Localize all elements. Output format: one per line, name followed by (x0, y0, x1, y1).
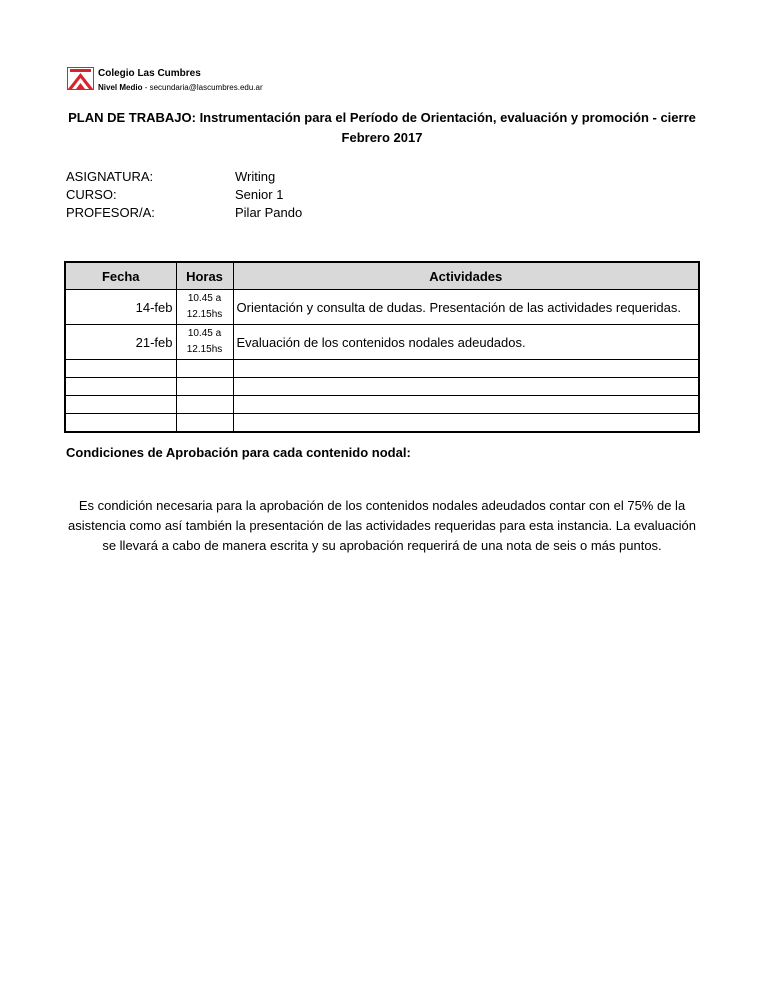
header-horas: Horas (176, 262, 233, 290)
empty-cell (176, 396, 233, 414)
empty-cell (65, 360, 176, 378)
subject-row (66, 168, 302, 186)
header-fecha: Fecha (65, 262, 176, 290)
course-label: CURSO: (66, 187, 117, 202)
title-line-1: PLAN DE TRABAJO: Instrumentación para el Período de Orientación, evaluación y promoción - cierre (68, 110, 696, 125)
empty-cell (233, 378, 699, 396)
course-value: Senior 1 (235, 187, 284, 202)
hours-end: 12.15hs (186, 309, 223, 320)
separator: - (144, 83, 148, 92)
empty-cell (65, 396, 176, 414)
page-title (66, 108, 698, 148)
row-date: 14-feb (65, 290, 176, 325)
row-activity: Orientación y consulta de dudas. Presentación de las actividades requeridas. (233, 290, 699, 325)
school-header (66, 66, 306, 94)
teacher-row (66, 204, 302, 222)
school-email: secundaria@lascumbres.edu.ar (149, 83, 263, 92)
header-actividades: Actividades (233, 262, 699, 290)
row-date: 21-feb (65, 325, 176, 360)
subject-label: ASIGNATURA: (66, 169, 154, 184)
schedule-table (64, 261, 700, 433)
school-name: Colegio Las Cumbres (98, 68, 201, 79)
conditions-title: Condiciones de Aprobación para cada contenido nodal: (66, 445, 411, 460)
subject-value: Writing (235, 169, 276, 184)
empty-cell (233, 360, 699, 378)
title-line-2: Febrero 2017 (341, 130, 423, 145)
empty-cell (65, 378, 176, 396)
empty-row (65, 378, 699, 396)
hours-end: 12.15hs (186, 344, 223, 355)
conditions-text: Es condición necesaria para la aprobación de los contenidos nodales adeudados contar con el 75% de la asistencia como así también la presentación de las actividades requeridas para esta instancia. La evaluación se llevará a cabo de manera escrita y su aprobación requerirá de una nota de seis o más puntos. (68, 498, 696, 553)
empty-cell (176, 360, 233, 378)
row-activity: Evaluación de los contenidos nodales adeudados. (233, 325, 699, 360)
empty-cell (233, 396, 699, 414)
teacher-value: Pilar Pando (235, 205, 303, 220)
empty-row (65, 414, 699, 433)
school-contact (98, 83, 263, 92)
course-row (66, 186, 302, 204)
school-logo-icon (67, 67, 94, 90)
empty-cell (233, 414, 699, 433)
table-row (65, 325, 699, 360)
empty-row (65, 396, 699, 414)
empty-cell (176, 414, 233, 433)
row-hours (176, 325, 233, 360)
course-info (66, 168, 302, 222)
school-level: Nivel Medio (98, 83, 143, 92)
row-hours (176, 290, 233, 325)
empty-row (65, 360, 699, 378)
hours-start: 10.45 a (187, 293, 222, 304)
table-header-row (65, 262, 699, 290)
teacher-label: PROFESOR/A: (66, 205, 155, 220)
hours-start: 10.45 a (187, 328, 222, 339)
empty-cell (65, 414, 176, 433)
table-row (65, 290, 699, 325)
empty-cell (176, 378, 233, 396)
